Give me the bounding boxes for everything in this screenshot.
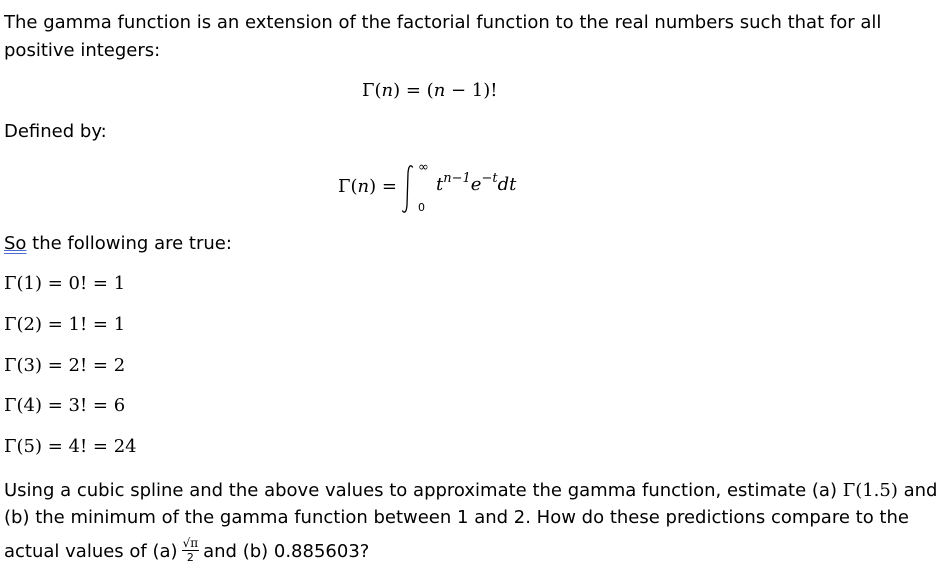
integral-sign-icon	[400, 163, 416, 215]
question-line-2: (b) the minimum of the gamma function between 1 and 2. How do these predictions compare to the	[4, 507, 909, 528]
integral-lhs: Γ(n) =	[338, 176, 397, 197]
gamma-factorial-identity	[362, 80, 498, 101]
gamma-value-2: Γ(2) = 1! = 1	[4, 314, 126, 335]
intro-line-1: The gamma function is an extension of the factorial function to the real numbers such that for all	[4, 12, 882, 33]
identity-lhs: Γ(	[362, 80, 382, 101]
identity-mid: ) = (	[393, 80, 434, 101]
gamma-integral-definition	[338, 160, 538, 220]
so-heading: So the following are true:	[4, 233, 232, 254]
gamma-1-5: Γ(1.5)	[842, 480, 898, 501]
integral-lower-limit: 0	[418, 201, 425, 214]
gamma-value-3: Γ(3) = 2! = 2	[4, 355, 126, 376]
question-line-3: actual values of (a) $\frac{√\pi}{2}$ and (b) 0.885603?	[4, 535, 370, 564]
integral-upper-limit: ∞	[418, 160, 429, 175]
intro-line-2: positive integers:	[4, 40, 161, 61]
identity-rhs: − 1)!	[445, 80, 498, 101]
defined-by-label: Defined by:	[4, 121, 107, 142]
gamma-value-4: Γ(4) = 3! = 6	[4, 395, 126, 416]
identity-var: n	[381, 80, 394, 101]
gamma-value-1: Γ(1) = 0! = 1	[4, 273, 126, 294]
identity-var2: n	[433, 80, 446, 101]
integrand: $t^{n-1}e^{-t}dt$	[436, 171, 517, 195]
so-word: So	[4, 233, 27, 254]
gamma-value-5: Γ(5) = 4! = 24	[4, 436, 137, 457]
question-line-1: Using a cubic spline and the above values to approximate the gamma function, estimate (a) Γ(1.5) and	[4, 480, 937, 501]
sqrt-pi-over-2-fraction: $\frac{√\pi}{2}$	[182, 535, 199, 564]
